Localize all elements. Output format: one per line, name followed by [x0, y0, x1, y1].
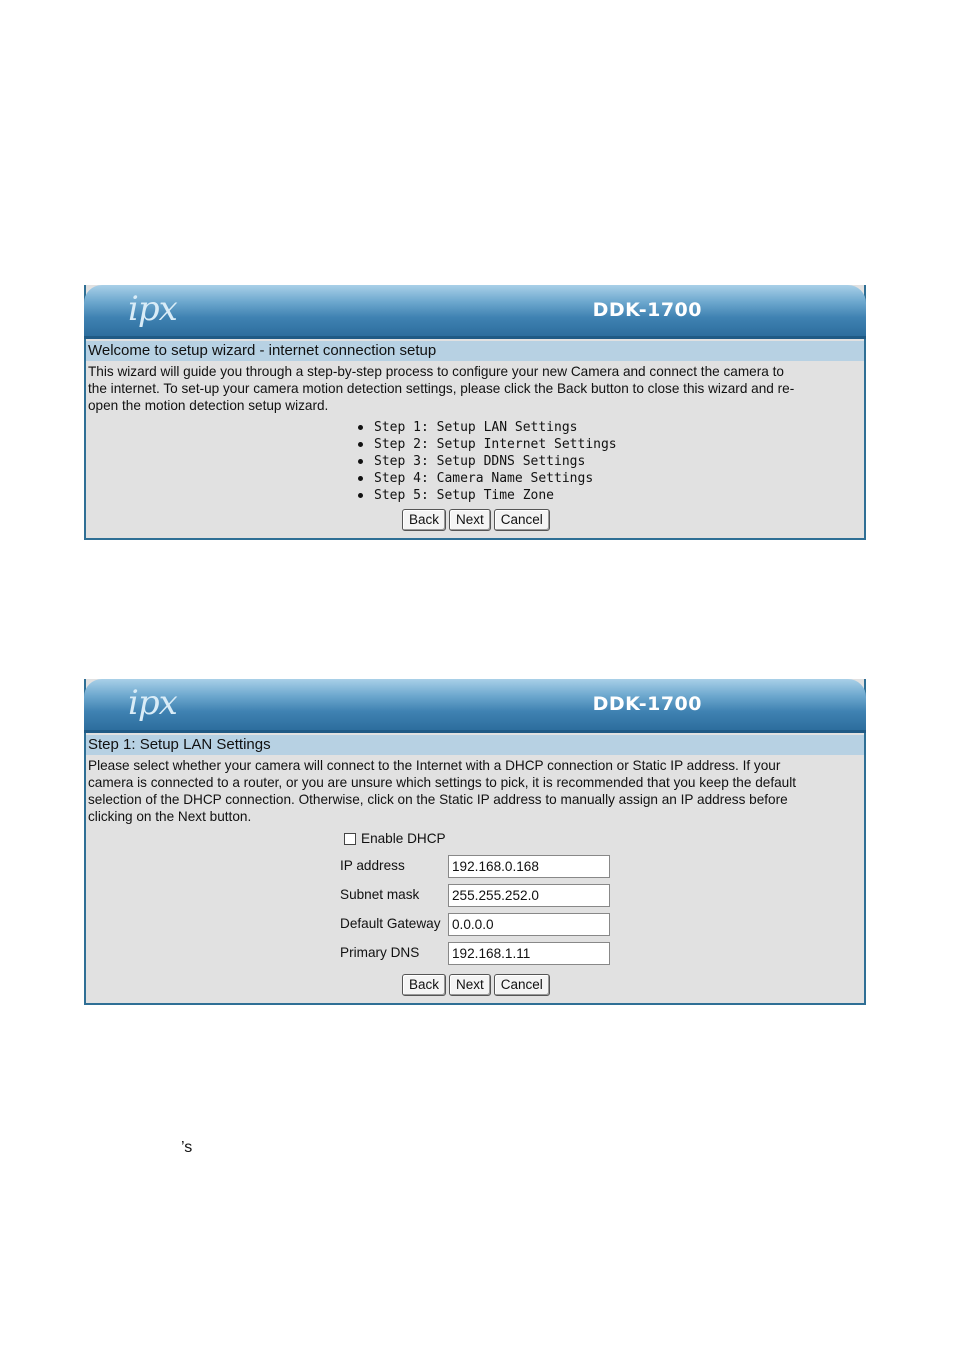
- banner-background: [84, 285, 866, 339]
- description-line: camera is connected to a router, or you are unsure which settings to pick, it is recommended that you keep the default: [88, 775, 797, 790]
- ip-address-input[interactable]: [448, 855, 610, 878]
- subnet-mask-input[interactable]: [448, 884, 610, 907]
- back-button[interactable]: Back: [402, 509, 446, 531]
- description-line: open the motion detection setup wizard.: [88, 398, 329, 413]
- cancel-button[interactable]: Cancel: [494, 509, 550, 531]
- lan-button-row: [402, 974, 550, 996]
- ip-address-label: IP address: [340, 858, 405, 873]
- description-line: Please select whether your camera will connect to the Internet with a DHCP connection or Static IP address. If your: [88, 758, 781, 773]
- cancel-button[interactable]: Cancel: [494, 974, 550, 996]
- back-button[interactable]: Back: [402, 974, 446, 996]
- stray-text: ’s: [181, 1139, 193, 1156]
- subnet-mask-label: Subnet mask: [340, 887, 420, 902]
- banner-background: [84, 679, 866, 733]
- model-name: DDK-1700: [592, 299, 702, 321]
- wizard-title: Welcome to setup wizard - internet connection setup: [86, 341, 864, 361]
- enable-dhcp-checkbox[interactable]: [344, 833, 356, 845]
- description-line: selection of the DHCP connection. Otherwise, click on the Static IP address to manually assign an IP address before: [88, 792, 788, 807]
- model-name: DDK-1700: [592, 693, 702, 715]
- description-line: clicking on the Next button.: [88, 809, 252, 824]
- enable-dhcp-label: Enable DHCP: [361, 831, 446, 846]
- step-item: Step 1: Setup LAN Settings: [358, 419, 617, 436]
- wizard-steps-list: [358, 419, 617, 504]
- lan-title: Step 1: Setup LAN Settings: [86, 735, 864, 755]
- header-banner: [84, 679, 866, 733]
- wizard-welcome-panel: [84, 285, 866, 540]
- step-item: Step 3: Setup DDNS Settings: [358, 453, 617, 470]
- description-line: This wizard will guide you through a step-by-step process to configure your new Camera and connect the camera to: [88, 364, 784, 379]
- wizard-description: [88, 363, 864, 414]
- next-button[interactable]: Next: [449, 974, 491, 996]
- default-gateway-label: Default Gateway: [340, 916, 441, 931]
- step-item: Step 4: Camera Name Settings: [358, 470, 617, 487]
- default-gateway-input[interactable]: [448, 913, 610, 936]
- step-item: Step 2: Setup Internet Settings: [358, 436, 617, 453]
- primary-dns-input[interactable]: [448, 942, 610, 965]
- description-line: the internet. To set-up your camera motion detection settings, please click the Back button to close this wizard and re-: [88, 381, 795, 396]
- wizard-button-row: [402, 509, 550, 531]
- primary-dns-label: Primary DNS: [340, 945, 420, 960]
- next-button[interactable]: Next: [449, 509, 491, 531]
- lan-description: [88, 757, 864, 825]
- ipx-logo: ipx: [128, 289, 177, 329]
- step-item: Step 5: Setup Time Zone: [358, 487, 617, 504]
- ipx-logo: ipx: [128, 683, 177, 723]
- header-banner: [84, 285, 866, 339]
- lan-settings-panel: [84, 679, 866, 1005]
